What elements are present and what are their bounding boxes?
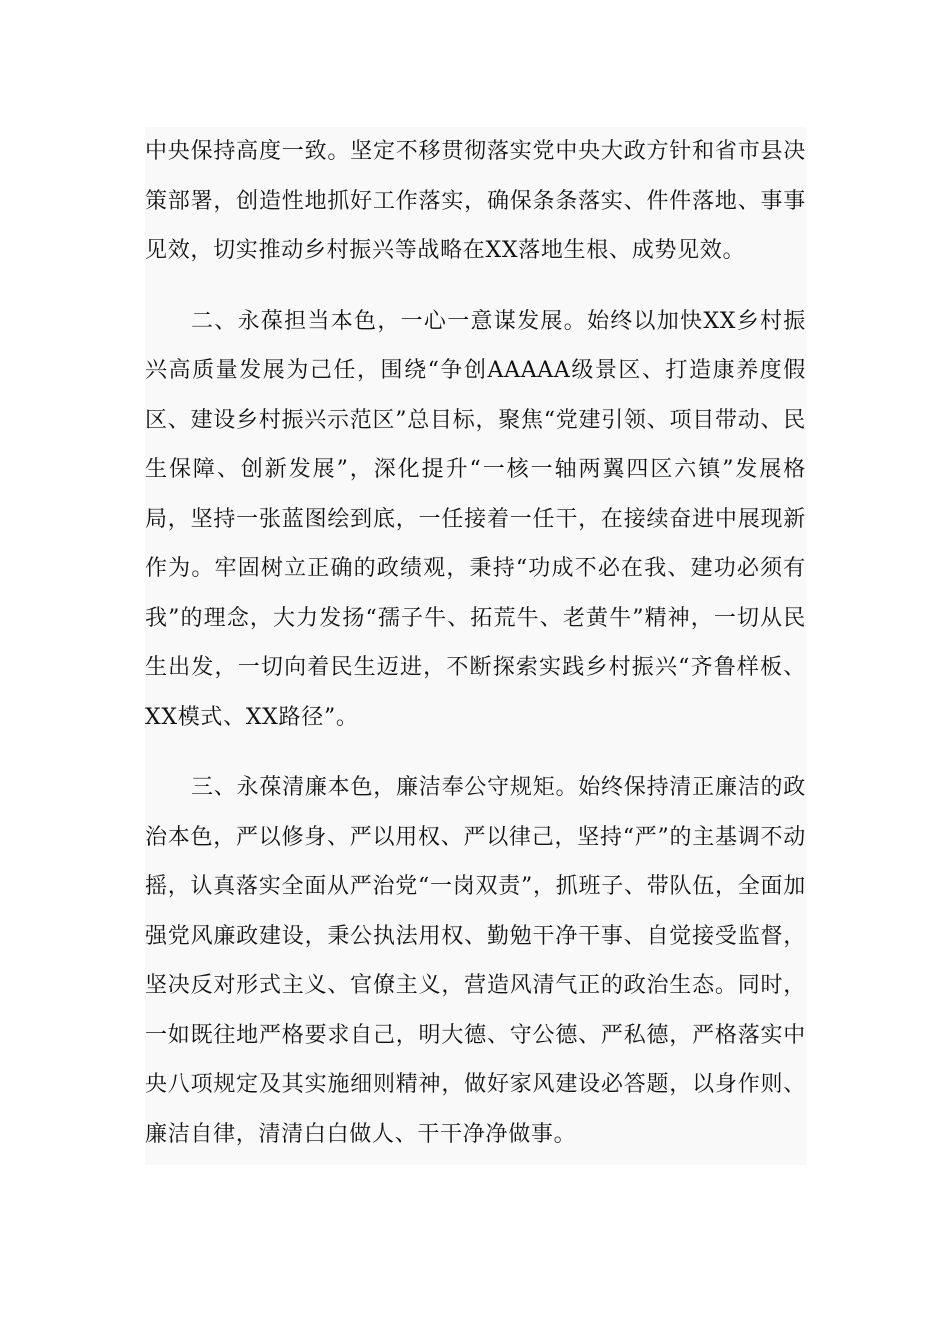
paragraph-section-three: 三、永葆清廉本色，廉洁奉公守规矩。始终保持清正廉洁的政治本色，严以修身、严以用权、严以律己，坚持“严”的主基调不动摇，认真落实全面从严治党“一岗双责”，抓班子、带队伍，全面加强党风廉政建设，秉公执法用权、勤勉干净干事、自觉接受监督，坚决反对形式主义、官僚主义，营造风清气正的政治生态。同时，一如既往地严格要求自己，明大德、守公德、严私德，严格落实中央八项规定及其实施细则精神，做好家风建设必答题，以身作则、廉洁自律，清清白白做人、干干净净做事。 xyxy=(145,775,806,1147)
paragraph-continuation: 中央保持高度一致。坚定不移贯彻落实党中央大政方针和省市县决策部署，创造性地抓好工作落实，确保条条落实、件件落地、事事见效，切实推动乡村振兴等战略在XX落地生根、成势见效。 xyxy=(145,139,806,263)
paragraph-section-two: 二、永葆担当本色，一心一意谋发展。始终以加快XX乡村振兴高质量发展为己任，围绕“争创AAAAA级景区、打造康养度假区、建设乡村振兴示范区”总目标，聚焦“党建引领、项目带动、民生保障、创新发展”，深化提升“一核一轴两翼四区六镇”发展格局，坚持一张蓝图绘到底，一任接着一任干，在接续奋进中展现新作为。牢固树立正确的政绩观，秉持“功成不必在我、建功必须有我”的理念，大力发扬“孺子牛、拓荒牛、老黄牛”精神，一切从民生出发，一切向着民生迈进，不断探索实践乡村振兴“齐鲁样板、XX模式、XX路径”。 xyxy=(145,308,806,730)
document-body xyxy=(145,127,806,1165)
